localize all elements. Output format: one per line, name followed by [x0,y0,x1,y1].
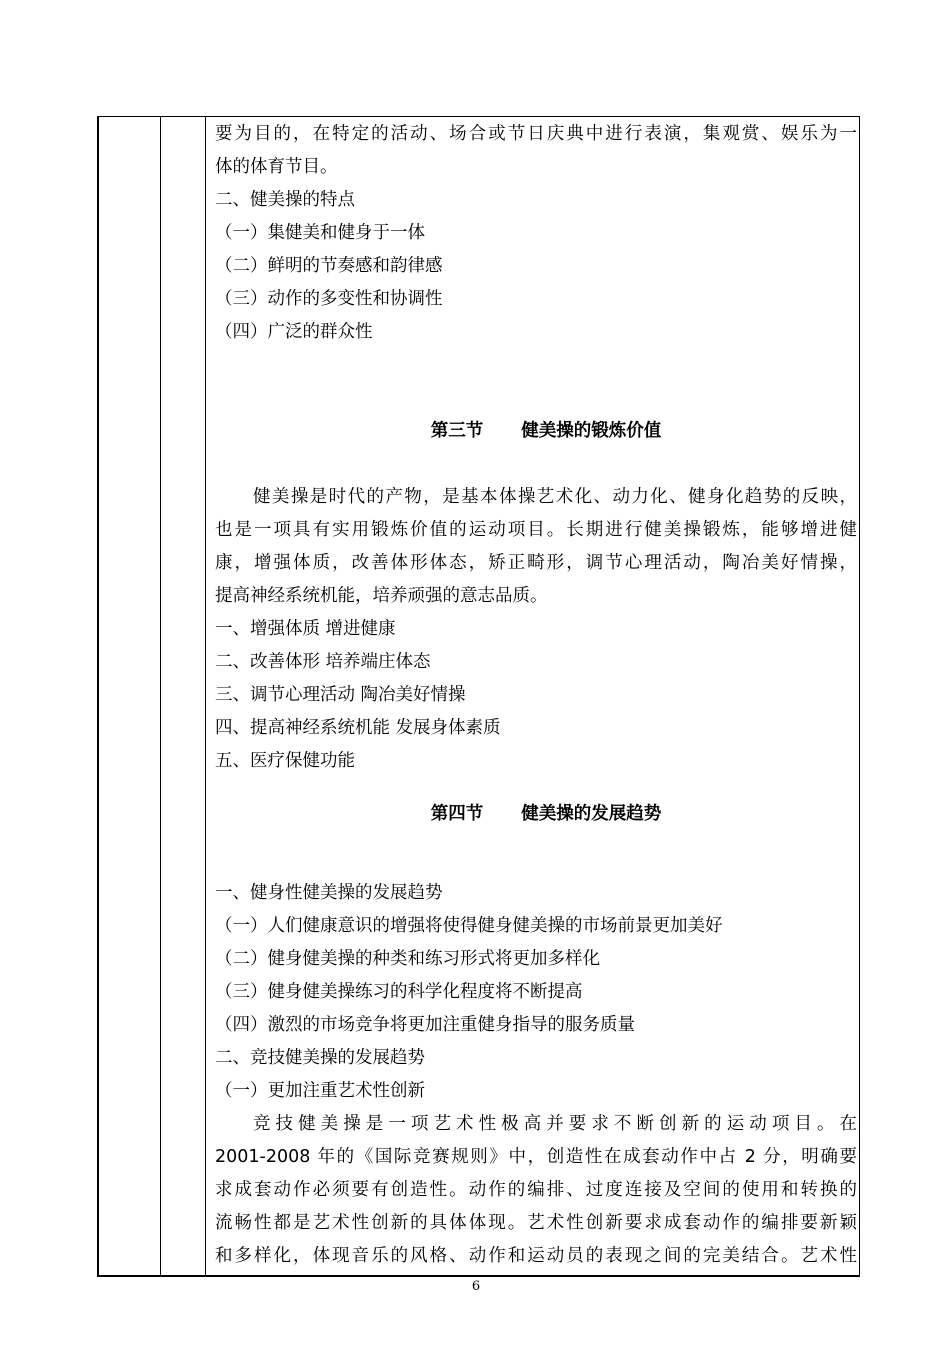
list-item: （二）健身健美操的种类和练习形式将更加多样化 [215,949,600,969]
paragraph-line: 和多样化，体现音乐的风格、动作和运动员的表现之间的完美结合。艺术性 [215,1246,857,1266]
paragraph-line: 流畅性都是艺术性创新的具体体现。艺术性创新要求成套动作的编排要新颖 [215,1213,857,1233]
list-item: 一、增强体质 增进健康 [215,619,396,639]
list-item: 三、调节心理活动 陶冶美好情操 [215,685,466,705]
paragraph-line: 竞技健美操是一项艺术性极高并要求不断创新的运动项目。在 [253,1114,857,1134]
table-bottom-border [97,1275,860,1277]
section-3-heading [215,415,857,448]
list-item: （一）更加注重艺术性创新 [215,1081,425,1101]
column-divider-2 [205,116,206,1275]
section-4-label: 第四节 [430,804,484,824]
paragraph-line: 康，增强体质，改善体形体态，矫正畸形，调节心理活动，陶冶美好情操， [215,553,857,573]
list-item: 二、改善体形 培养端庄体态 [215,652,431,672]
section-3-label: 第三节 [430,421,484,441]
section-4-title: 健美操的发展趋势 [521,804,662,824]
text-line: 要为目的，在特定的活动、场合或节日庆典中进行表演，集观赏、娱乐为一 [215,124,857,144]
text-line: 体的体育节目。 [215,157,338,177]
paragraph-line: 也是一项具有实用锻炼价值的运动项目。长期进行健美操锻炼，能够增进健 [215,520,857,540]
paragraph-line: 求成套动作必须要有创造性。动作的编排、过度连接及空间的使用和转换的 [215,1180,857,1200]
list-item: （一）人们健康意识的增强将使得健身健美操的市场前景更加美好 [215,916,723,936]
paragraph-line: 提高神经系统机能，培养顽强的意志品质。 [215,586,548,606]
text-line: （一）集健美和健身于一体 [215,223,425,243]
paragraph-line: 健美操是时代的产物，是基本体操艺术化、动力化、健身化趋势的反映， [253,487,857,507]
list-item: 五、医疗保健功能 [215,751,355,771]
section-3-title: 健美操的锻炼价值 [521,421,662,441]
paragraph-line: 2001-2008 年的《国际竞赛规则》中，创造性在成套动作中占 2 分，明确要 [215,1147,857,1167]
list-item: 一、健身性健美操的发展趋势 [215,883,443,903]
page-number: 6 [471,1279,481,1294]
list-item: 二、竞技健美操的发展趋势 [215,1048,425,1068]
text-line: （四）广泛的群众性 [215,322,373,342]
section-4-heading [215,798,857,831]
list-item: 四、提高神经系统机能 发展身体素质 [215,718,501,738]
document-body [215,118,857,1273]
column-divider-1 [160,116,161,1275]
text-line: （三）动作的多变性和协调性 [215,289,443,309]
text-line: 二、健美操的特点 [215,190,355,210]
text-line: （二）鲜明的节奏感和韵律感 [215,256,443,276]
list-item: （三）健身健美操练习的科学化程度将不断提高 [215,982,583,1002]
list-item: （四）激烈的市场竞争将更加注重健身指导的服务质量 [215,1015,635,1035]
